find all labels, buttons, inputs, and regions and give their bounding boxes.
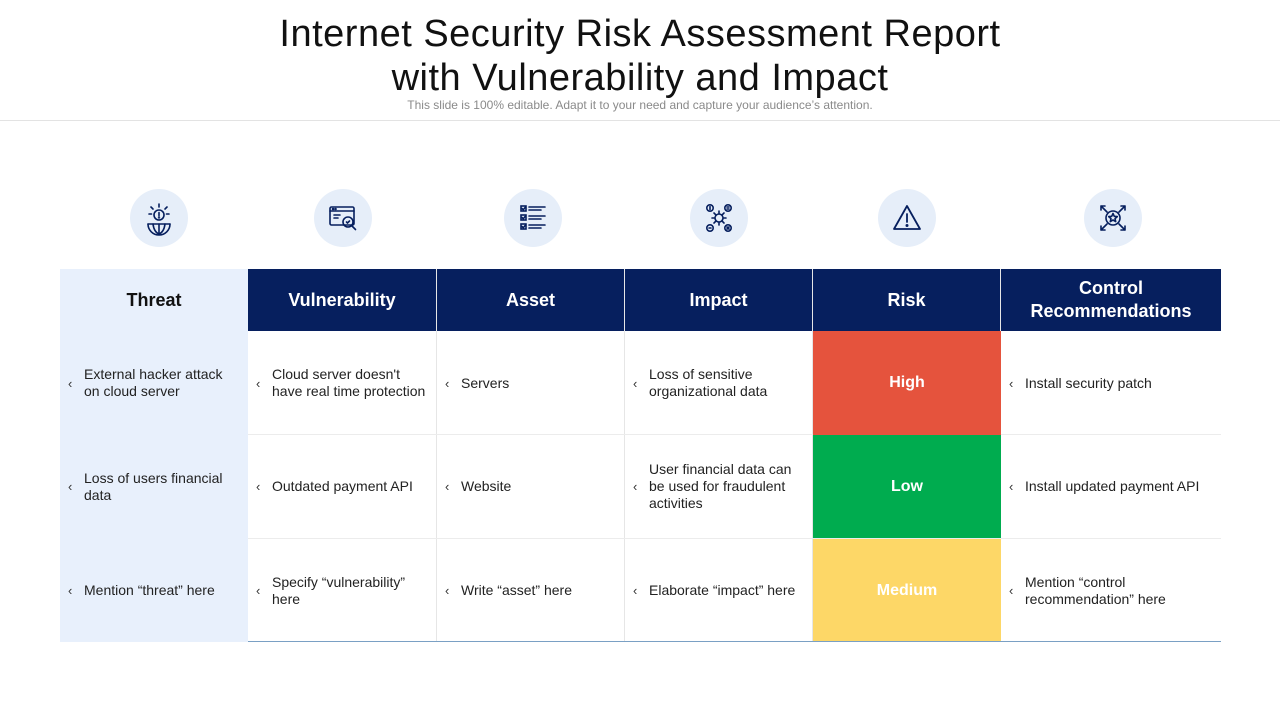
table-row-2-control [1009,435,1215,538]
header-risk: Risk [813,269,1000,331]
gear-exchange-icon [690,189,748,247]
bullet-icon: ‹ [445,375,450,391]
star-arrows-icon [1084,189,1142,247]
cell-text: Servers [461,374,510,391]
header-divider [0,120,1280,121]
icon-row [0,189,1280,249]
browser-search-icon [314,189,372,247]
globe-alert-icon [130,189,188,247]
cell-text: External hacker attack on cloud server [84,366,223,399]
table-row-3-impact [633,539,805,642]
header-asset: Asset [437,269,624,331]
bullet-icon: ‹ [256,479,261,494]
bullet-icon: ‹ [633,583,638,598]
bullet-icon: ‹ [445,479,450,494]
table-row-1-control [1009,331,1215,435]
table-row-3-vulnerability [256,539,428,642]
bullet-icon: ‹ [68,583,73,598]
bullet-icon: ‹ [68,375,73,391]
cell-text: Loss of users financial data [84,469,223,503]
cell-text: Install updated payment API [1025,478,1200,494]
table-row-2-threat [68,435,240,538]
bullet-icon: ‹ [1009,479,1014,494]
risk-table [60,269,1221,642]
bullet-icon: ‹ [256,375,261,391]
cell-text: User financial data can be used for fraudulent activities [649,461,792,511]
table-row-1-vulnerability [256,331,428,435]
cell-text: Elaborate “impact” here [649,582,796,598]
risk-badge-low: Low [813,435,1001,538]
col-divider [624,269,625,642]
table-row-1-threat [68,331,240,435]
table-row-2-vulnerability [256,435,428,538]
header-impact: Impact [625,269,812,331]
bullet-icon: ‹ [445,583,450,598]
table-row-2-impact [633,435,805,538]
bullet-icon: ‹ [68,479,73,494]
bullet-icon: ‹ [633,375,638,391]
table-row-1-asset [445,331,617,435]
bullet-icon: ‹ [256,583,261,598]
checklist-icon [504,189,562,247]
col-divider [436,269,437,642]
cell-text: Install security patch [1025,374,1152,391]
bullet-icon: ‹ [633,479,638,494]
risk-badge-medium: Medium [813,539,1001,642]
page-title [0,12,1280,100]
cell-text: Cloud server doesn't have real time protection [272,366,426,399]
table-bottom-border [248,641,1221,642]
cell-text: Mention “control recommendation” here [1025,573,1166,607]
table-row-3-asset [445,539,617,642]
risk-badge-high: High [813,331,1001,435]
header-control: Control Recommendations [1001,269,1221,331]
subtitle: This slide is 100% editable. Adapt it to your need and capture your audience’s attention. [407,98,873,112]
header-vulnerability: Vulnerability [248,269,436,331]
cell-text: Outdated payment API [272,478,413,494]
header-threat: Threat [126,289,182,310]
cell-text: Mention “threat” here [84,582,215,598]
cell-text: Loss of sensitive organizational data [649,366,768,399]
cell-text: Specify “vulnerability” here [272,573,406,607]
warning-triangle-icon [878,189,936,247]
table-row-2-asset [445,435,617,538]
table-row-1-impact [633,331,805,435]
cell-text: Website [461,478,512,494]
title-line-1: Internet Security Risk Assessment Report [279,13,1001,55]
title-line-2: with Vulnerability and Impact [391,57,889,99]
table-row-3-control [1009,539,1215,642]
bullet-icon: ‹ [1009,583,1014,598]
cell-text: Write “asset” here [461,582,572,598]
table-row-3-threat [68,539,240,642]
bullet-icon: ‹ [1009,375,1014,391]
